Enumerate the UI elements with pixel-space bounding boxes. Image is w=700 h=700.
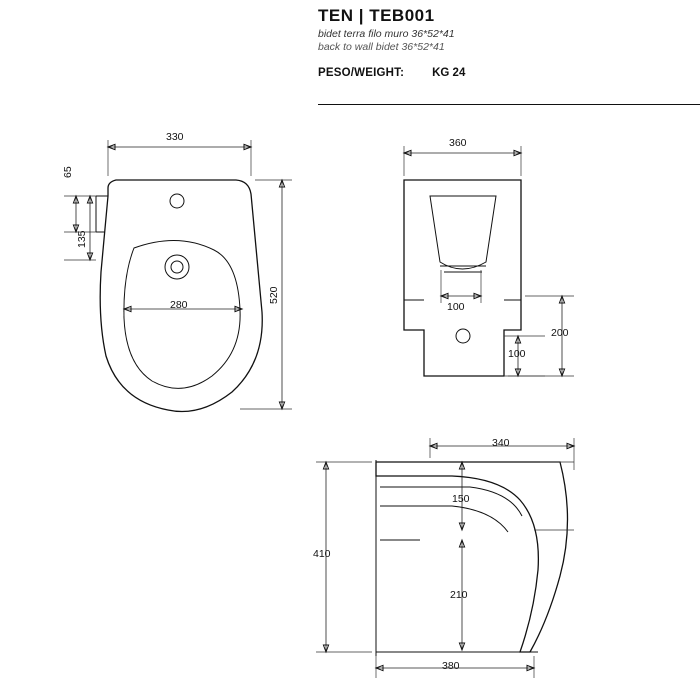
- weight-label: PESO/WEIGHT:: [318, 67, 405, 79]
- dim-label-top-280: 280: [170, 299, 188, 311]
- dim-label-top-520: 520: [268, 286, 280, 304]
- front-view-group: [404, 146, 574, 376]
- page-title: TEN | TEB001: [318, 6, 435, 25]
- dim-label-front-100b: 100: [508, 348, 526, 360]
- dim-label-front-100a: 100: [447, 301, 465, 313]
- side-view-group: [316, 438, 574, 678]
- dim-label-front-360: 360: [449, 137, 467, 149]
- top-view-group: [64, 140, 292, 412]
- dim-label-side-150: 150: [452, 493, 470, 505]
- dim-label-side-210: 210: [450, 589, 468, 601]
- dim-label-top-330: 330: [166, 131, 184, 143]
- product-subtitle-en: back to wall bidet 36*52*41: [318, 41, 445, 53]
- weight-value: KG 24: [432, 67, 466, 79]
- dim-label-side-340: 340: [492, 437, 510, 449]
- dim-label-side-380: 380: [442, 660, 460, 672]
- dim-label-top-135: 135: [76, 230, 88, 248]
- dim-label-front-200: 200: [551, 327, 569, 339]
- product-subtitle-it: bidet terra filo muro 36*52*41: [318, 28, 455, 40]
- dim-label-top-65: 65: [62, 166, 74, 178]
- dim-label-side-410: 410: [313, 548, 331, 560]
